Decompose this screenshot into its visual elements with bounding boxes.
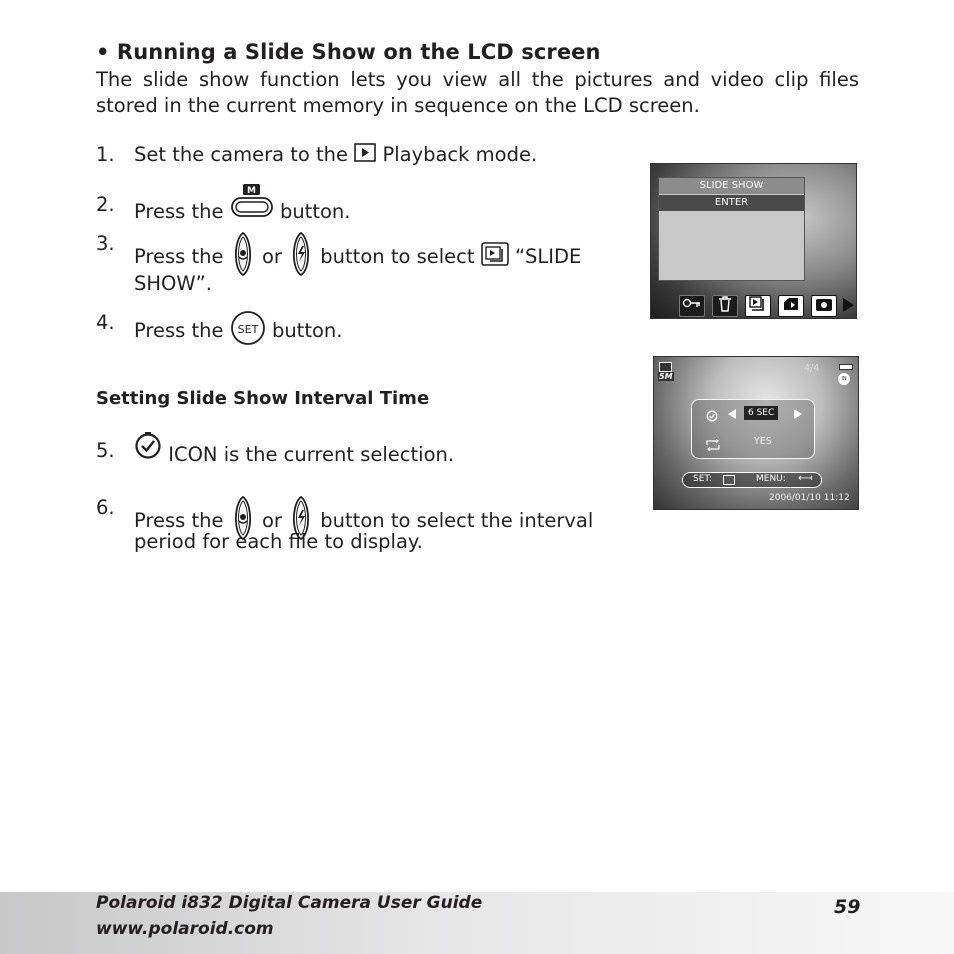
playback-mode-icon: [659, 362, 672, 372]
step-text: Press the: [134, 509, 224, 532]
key-icon[interactable]: [679, 295, 705, 317]
timer-icon: [706, 407, 718, 426]
image-counter: 4/4: [804, 363, 820, 374]
step-text: button.: [271, 319, 343, 342]
playback-icon: [354, 143, 376, 169]
menu-button-icon: [230, 184, 274, 225]
repeat-value[interactable]: YES: [754, 436, 772, 447]
button-hint-bar: [682, 472, 822, 488]
quality-badge: 5M: [659, 372, 673, 381]
back-arrow-icon: ⟻: [798, 473, 813, 484]
step-text: or: [261, 245, 282, 268]
intro-paragraph: The slide show function lets you view all the pictures and video clip files stored in the current memory in sequence on the LCD screen.: [96, 68, 859, 117]
step-number: 3.: [96, 232, 115, 255]
step-number: 2.: [96, 193, 115, 216]
battery-icon: [839, 364, 853, 370]
menu-button-letter: M: [246, 186, 256, 196]
step-text: “SLIDE: [514, 245, 582, 268]
step-number: 1.: [96, 143, 115, 166]
step-text: Press the: [134, 245, 224, 268]
page-number: 59: [834, 896, 861, 918]
step-text: button to select: [320, 245, 475, 268]
slideshow-icon: [723, 475, 735, 485]
slideshow-settings-panel: [691, 399, 815, 459]
set-button-icon: [230, 310, 266, 353]
footer-url[interactable]: www.polaroid.com: [96, 919, 274, 939]
repeat-icon: [705, 436, 721, 455]
timer-icon: [134, 432, 162, 467]
step-number: 5.: [96, 439, 115, 462]
arrow-right-icon[interactable]: [843, 298, 854, 312]
step-text: SHOW”.: [134, 272, 212, 295]
lcd-screen-playback-menu: [650, 163, 857, 319]
step-text: Set the camera to the: [134, 143, 349, 166]
menu-title: SLIDE SHOW: [659, 178, 804, 194]
subheading: Setting Slide Show Interval Time: [96, 388, 430, 409]
arrow-right-icon[interactable]: [794, 409, 802, 419]
down-button-icon: [288, 231, 314, 284]
footer-title: Polaroid i832 Digital Camera User Guide: [96, 893, 483, 913]
step-text: Press the: [134, 200, 224, 223]
slideshow-icon[interactable]: [745, 295, 771, 317]
interval-value[interactable]: 6 SEC: [744, 406, 778, 420]
menu-item-enter[interactable]: ENTER: [659, 195, 804, 211]
trash-icon[interactable]: [712, 295, 738, 317]
lcd-screen-slideshow-settings: [653, 356, 859, 510]
step-number: 4.: [96, 311, 115, 334]
lcd-toolbar: [651, 291, 857, 319]
step-text: or: [261, 509, 282, 532]
protect-icon[interactable]: [811, 295, 837, 317]
timestamp: 2006/01/10 11:12: [769, 493, 850, 503]
arrow-left-icon[interactable]: [728, 409, 736, 419]
step-text: Playback mode.: [382, 143, 538, 166]
memory-badge: IN: [838, 373, 850, 385]
rotate-icon[interactable]: [778, 295, 804, 317]
set-hint-label: SET:: [693, 474, 712, 484]
menu-hint-label: MENU:: [756, 474, 786, 484]
step-text: Press the: [134, 319, 224, 342]
step-text: period for each file to display.: [134, 530, 423, 553]
step-text: button.: [279, 200, 351, 223]
step-number: 6.: [96, 496, 115, 519]
page-heading: • Running a Slide Show on the LCD screen: [96, 40, 601, 64]
up-button-icon: [230, 231, 256, 284]
slideshow-icon: [481, 242, 509, 273]
step-text: ICON is the current selection.: [168, 443, 455, 466]
set-button-label: SET: [237, 323, 259, 336]
slide-show-menu: [658, 177, 805, 281]
step-text: button to select the interval: [320, 509, 594, 532]
